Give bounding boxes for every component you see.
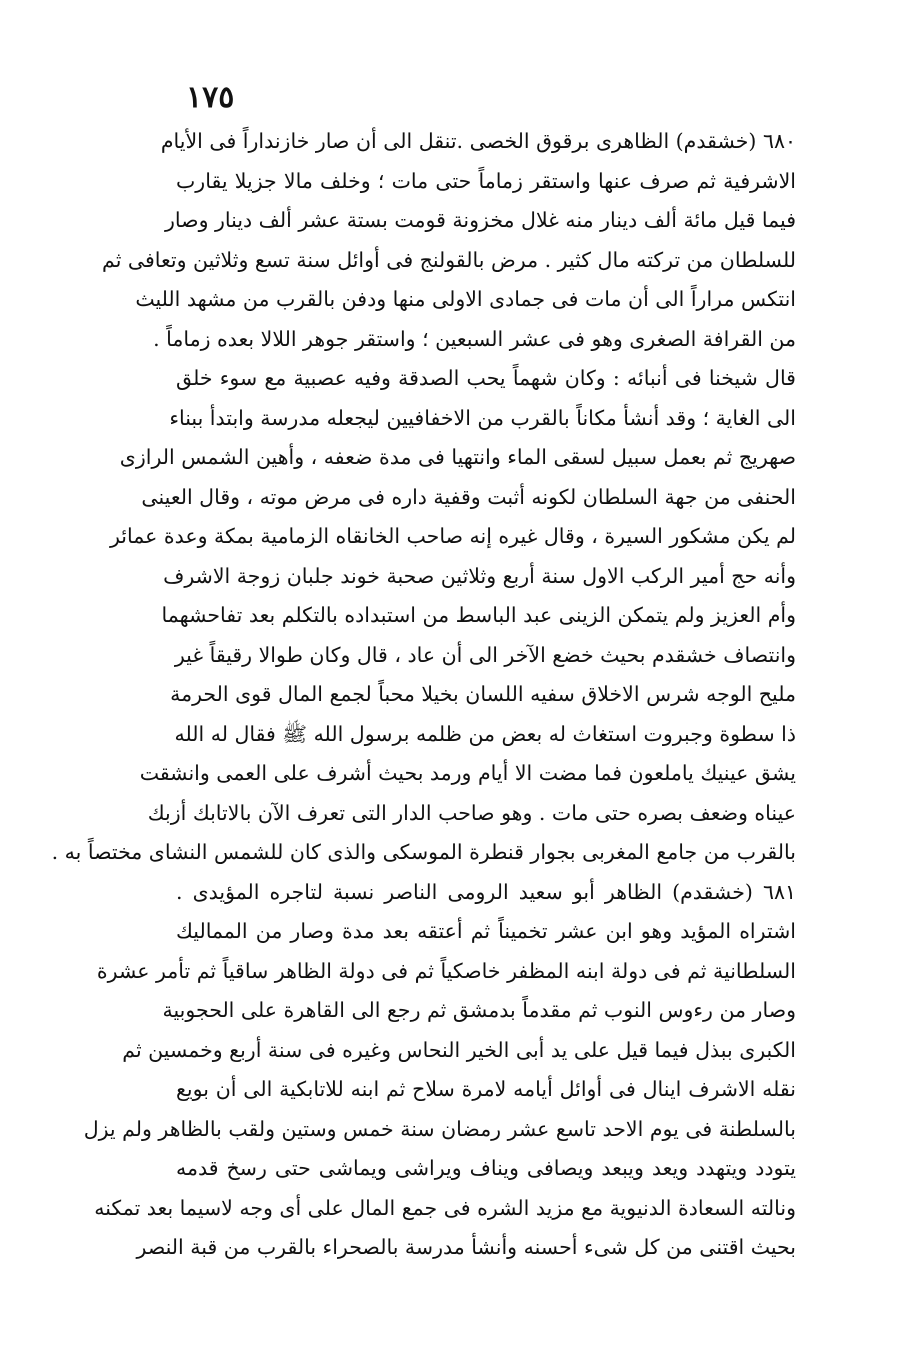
text-line: يتودد ويتهدد ويعد ويبعد ويصافى ويناف ويراشى ويماشى حتى رسخ قدمه [176,1156,796,1180]
text-line: ٦٨٠ (خشقدم) الظاهرى برقوق الخصى .تنقل الى أن صار خازنداراً فى الأيام [160,129,796,153]
text-line: لم يكن مشكور السيرة ، وقال غيره إنه صاحب الخانقاه الزمامية بمكة وعدة عمائر [109,524,796,548]
text-line: ٦٨١ (خشقدم) الظاهر أبو سعيد الرومى الناصر نسبة لتاجره المؤيدى . [176,879,796,904]
text-line: مليح الوجه شرس الاخلاق سفيه اللسان بخيلا محباً لجمع المال قوى الحرمة [170,682,796,706]
text-line: الكبرى ببذل فيما قيل على يد أبى الخير النحاس وغيره فى سنة أربع وخمسين ثم [122,1037,796,1062]
text-line: من القرافة الصغرى وهو فى عشر السبعين ؛ واستقر جوهر اللالا بعده زماماً . [153,326,796,351]
text-line: ذا سطوة وجبروت استغاث له بعض من ظلمه برسول الله ﷺ فقال له الله [174,721,796,746]
text-line: عيناه وضعف بصره حتى مات . وهو صاحب الدار التى تعرف الآن بالاتابك أزبك [147,800,796,825]
page-number: ١٧٥ [186,80,235,115]
text-line: الاشرفية ثم صرف عنها واستقر زماماً حتى مات ؛ وخلف مالا جزيلا يقارب [176,168,796,193]
text-line: بالقرب من جامع المغربى بجوار قنطرة الموسكى والذى كان للشمس النشاى مختصاً به . [51,840,796,864]
text-line: انتكس مراراً الى أن مات فى جمادى الاولى منها ودفن بالقرب من مشهد الليث [135,287,796,311]
text-line: وصار من رءوس النوب ثم مقدماً بدمشق ثم رجع الى القاهرة على الحجوبية [162,998,796,1022]
text-line: بالسلطنة فى يوم الاحد تاسع عشر رمضان سنة خمس وستين ولقب بالظاهر ولم يزل [83,1116,796,1141]
text-line: الحنفى من جهة السلطان لكونه أثبت وقفية داره فى مرض موته ، وقال العينى [141,484,796,509]
text-line: يشق عينيك ياملعون فما مضت الا أيام ورمد بحيث أشرف على العمى وانشقت [139,761,796,785]
text-line: وأنه حج أمير الركب الاول سنة أربع وثلاثين صحبة خوند جلبان زوجة الاشرف [163,563,796,588]
text-line: صهريج ثم بعمل سبيل لسقى الماء وانتهيا فى مدة ضعفه ، وأهين الشمس الرازى [119,445,796,469]
text-line: الى الغاية ؛ وقد أنشأ مكاناً بالقرب من الاخفافيين ليجعله مدرسة وابتدأ ببناء [169,405,796,430]
text-line: قال شيخنا فى أنبائه : وكان شهماً يحب الصدقة وفيه عصبية مع سوء خلق [176,366,796,390]
text-line: وأم العزيز ولم يتمكن الزينى عبد الباسط من استبداده بالتكلم بعد تفاحشهما [161,603,796,627]
text-line: ونالته السعادة الدنيوية مع مزيد الشره فى جمع المال على أى وجه لاسيما بعد تمكنه [94,1195,796,1220]
text-line: للسلطان من تركته مال كثير . مرض بالقولنج فى أوائل سنة تسع وثلاثين وتعافى ثم [102,247,796,272]
text-line: بحيث اقتنى من كل شىء أحسنه وأنشأ مدرسة بالصحراء بالقرب من قبة النصر [136,1235,796,1259]
text-line: وانتصاف خشقدم بحيث خضع الآخر الى أن عاد ، قال وكان طوالا رقيقاً غير [174,642,796,667]
text-line: اشتراه المؤيد وهو ابن عشر تخميناً ثم أعتقه بعد مدة وصار من المماليك [176,919,796,943]
text-line: فيما قيل مائة ألف دينار منه غلال مخزونة قومت بستة عشر ألف دينار وصار [165,208,796,232]
body-text [51,122,796,1268]
text-line: السلطانية ثم فى دولة ابنه المظفر خاصكياً ثم فى دولة الظاهر ساقياً ثم تأمر عشرة [96,958,796,983]
text-line: نقله الاشرف اينال فى أوائل أيامه لامرة سلاح ثم ابنه للاتابكية الى أن بويع [176,1077,796,1101]
